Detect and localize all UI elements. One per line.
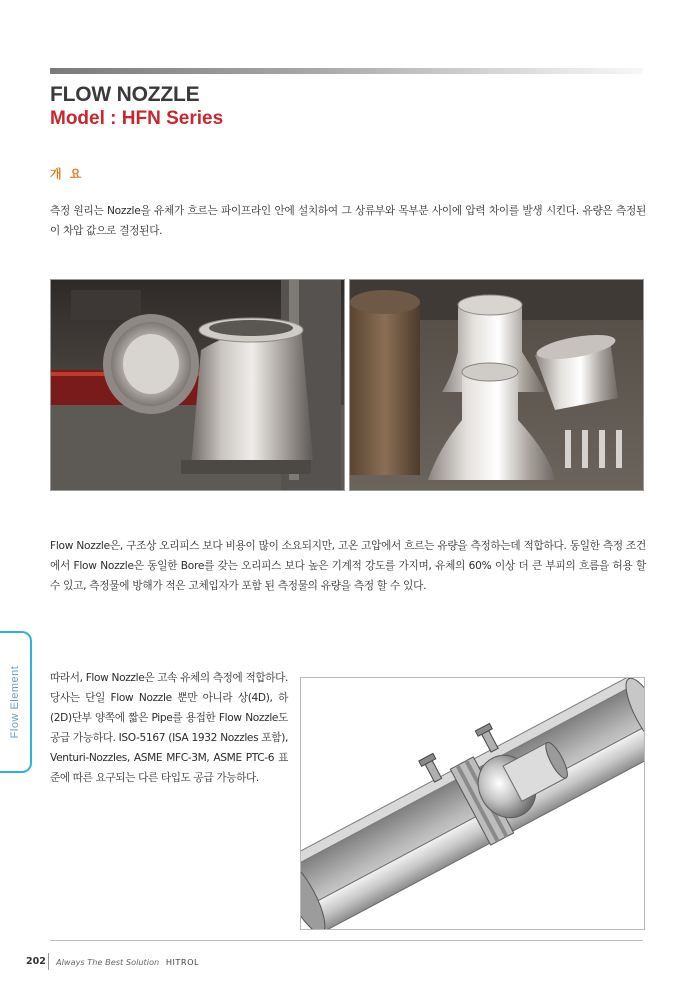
product-title: FLOW NOZZLE [50,83,200,106]
overview-heading: 개 요 [50,167,84,181]
description-paragraph: Flow Nozzle은, 구조상 오리피스 보다 비용이 많이 소요되지만, 고온 고압에서 흐르는 유량을 측정하는데 적합하다. 동일한 측정 조건에서 Flow Nozzle은 동일한 Bore를 갖는 오리피스 보다 높은 기계적 강도를 가지며, 유체의 60% 이상 더 큰 부피의 흐름을 허용 할 수 있고, 측정물에 방해가 적은 고체입자가 포함 된 측정물의 유량을 측정 할 수 있다. [50,540,646,592]
nozzle-photo-right [349,279,644,491]
overview-paragraph: 측정 원리는 Nozzle을 유체가 흐르는 파이프라인 안에 설치하여 그 상류부와 목부분 사이에 압력 차이를 발생 시킨다. 유량은 측정된 이 차압 값으로 결정된다. [50,205,646,237]
nozzle-cutaway-diagram [300,677,645,930]
footer-rule [50,940,643,941]
footer-brand: HITROL [165,957,200,967]
section-tab-label: Flow Element [9,665,21,739]
supply-paragraph: 따라서, Flow Nozzle은 고속 유체의 측정에 적합하다. 당사는 단일 Flow Nozzle 뿐만 아니라 상(4D), 하(2D)단부 양쪽에 짧은 Pipe를 용접한 Flow Nozzle도 공급 가능하다. ISO-5167 (ISA 1932 Nozzles 포함), Venturi-Nozzles, ASME MFC-3M, ASME PTC-6 표준에 따른 요구되는 다른 타입도 공급 가능하다. [50,672,288,784]
footer-slogan: Always The Best Solution [56,957,160,967]
model-subtitle: Model : HFN Series [50,108,224,129]
nozzle-photo-left [50,279,345,491]
header-rule [50,68,643,74]
page-number: 202 [26,956,46,967]
footer-divider [48,953,49,970]
footer-text [56,957,199,967]
